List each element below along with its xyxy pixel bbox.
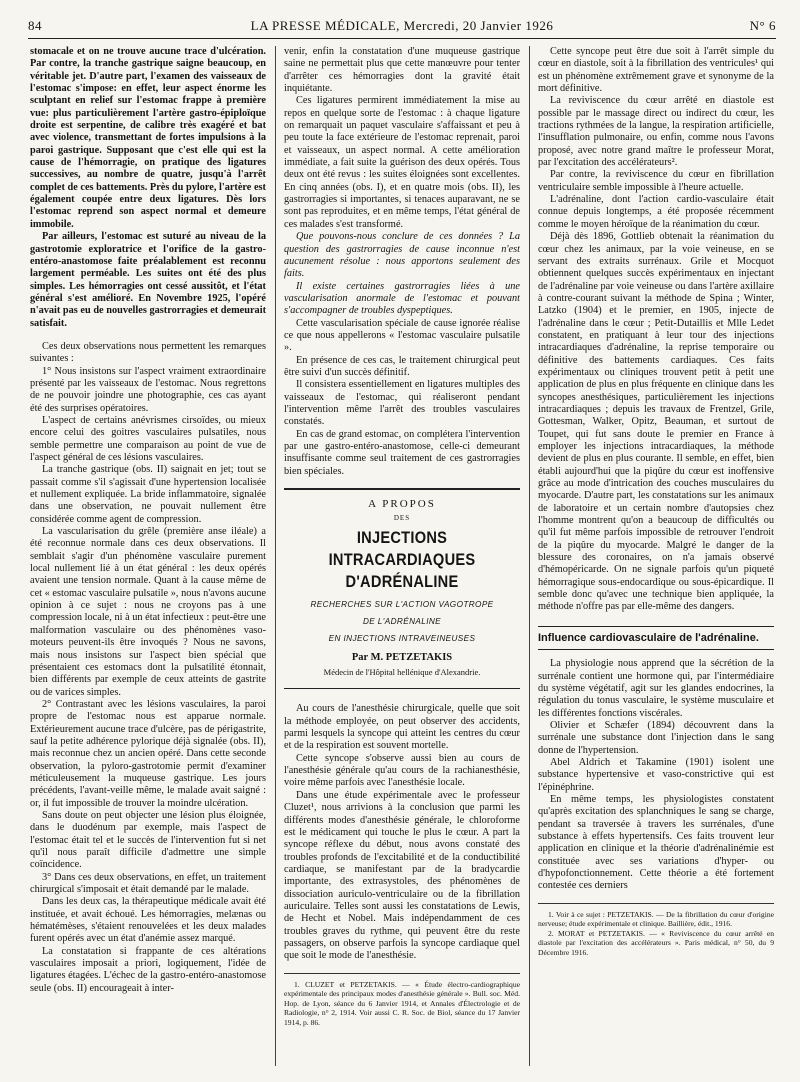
paragraph: Ces ligatures permirent immédiatement la mise au repos en quelque sorte de l'estomac : à chaque ligature on remarquait un paquet vasculaire s'affaissant et peu à peu toute la face extérieure de l'estomac reprenait, paroi et vaisseaux, un aspect normal. A cette amélioration immédiate, a fait suite la guérison des deux opérés. Tous deux ont été revus : les suites éloignées sont excellentes. En cinq années (obs. I), et en quatre mois (obs. II), les gastrorragies si importantes, si tenaces auparavant, ne se sont pas reproduites, et en même temps, l'état général de ces malades s'est transformé. (284, 95, 520, 230)
paragraph: La physiologie nous apprend que la sécrétion de la surrénale contient une hormone qui, par l'intermédiaire du système végétatif, agit sur les glandes endocrines, la régulation du tonus vasculaire, le système musculaire et les différentes fonctions viscérales. (538, 658, 774, 719)
paragraph: 3° Dans ces deux observations, en effet, un traitement chirurgical s'imposait et était demandé par le malade. (30, 871, 266, 896)
paragraph: Que pouvons-nous conclure de ces données ? La question des gastrorragies de cause inconnue n'est aucunement résolue : nous apportons seulement des faits. (284, 231, 520, 280)
article-author: Par M. PETZETAKIS (351, 651, 453, 663)
column-3 (538, 46, 774, 1066)
paragraph: L'aspect de certains anévrismes cirsoïdes, ou mieux encore celui des goitres vasculaires pulsatiles, nous semble permettre une comparaison au point de vue de l'aspect général de ces lésions vasculaires. (30, 414, 266, 463)
article-subtitle: DE L'ADRÉNALINE (362, 616, 442, 626)
article-heading (284, 488, 520, 689)
paragraph: Cette syncope s'observe aussi bien au cours de l'anesthésie générale qu'au cours de la rachianesthésie, voire même parfois avec l'anesthésie locale. (284, 752, 520, 789)
paragraph: La vascularisation du grêle (première anse iléale) a été reconnue normale dans ces deux observations. Il semblait s'agir d'un phénomène vasculaire purement local nullement lié à un état général : les deux opérés avaient une tension normale. Quant à la cause même de cet « estomac vasculaire pulsatile », nous n'avons aucune opinion à ce sujet : nous ne croyons pas à une compression locale, ni à un état infectieux : peut-être une malformation vasculaire ou des phénomènes vaso-moteurs peuvent-ils être invoqués ? Nous ne savons, mais nous insistons sur l'aspect bien spécial que présentaient ces estomacs dont la pulsatilité étonnait, bien différents par exemple de ceux atteints de gastrite ou de varices simples. (30, 526, 266, 698)
paragraph: Au cours de l'anesthésie chirurgicale, quelle que soit la méthode employée, on peut observer des accidents, parmi lesquels la syncope qui atteint les centres du cœur et de la respiration est souvent mortelle. (284, 703, 520, 752)
column-2 (284, 46, 520, 1066)
footnotes (538, 903, 774, 958)
paragraph: Dans les deux cas, la thérapeutique médicale avait été instituée, et avait échoué. Les hémorragies, melænas ou hématémèses, s'étaient renouvelées et les deux malades furent opérés avec un état d'anémie assez marqué. (30, 896, 266, 945)
article-subtitle: EN INJECTIONS INTRAVEINEUSES (328, 633, 476, 643)
paragraph: Dans une étude expérimentale avec le professeur Cluzet¹, nous arrivions à la conclusion que parmi les différents modes d'anesthésie générale, le chloroforme est le médicament qui touche le plus le cœur. A part la syncope réflexe du début, nous avons constaté des troubles profonds de l'excitabilité et de la conductibilité cardiaque, se manifestant par de la bradycardie importante, des extrasystoles, des phénomènes de dissociation auriculo-ventriculaire ou de la fibrillation auriculaire. Telles sont aussi les constatations de Lewis, de Hecht et Nobel. Mais indépendamment de ces troubles graves du rythme, qui peuvent être du reste passagers, on observe parfois la syncope cardiaque quel que soit le mode de l'anesthésie. (284, 789, 520, 962)
paragraph: La reviviscence du cœur arrêté en diastole est possible par le massage direct ou indirect du cœur, les tractions rythmées de la langue, la respiration artificielle, l'insufflation pulmonaire, ou enfin, comme nous l'avons proposé, avec notre grand maître le professeur Morat, par l'excitation des accélérateurs². (538, 95, 774, 169)
paragraph: Par contre, la reviviscence du cœur en fibrillation ventriculaire semble impossible à l'heure actuelle. (538, 169, 774, 193)
article-title-line-1: INJECTIONS INTRACARDIAQUES (328, 527, 476, 569)
footnote: 2. MORAT et PETZETAKIS. — « Reviviscence du cœur arrêté en diastole par l'excitation des accélérateurs ». Paris médical, n° 50, du 9 Décembre 1916. (538, 928, 774, 958)
paragraph: Sans doute on peut objecter une lésion plus éloignée, dans le duodénum par exemple, mais l'aspect de l'estomac était tel et le succès de l'intervention fut si net qu'il nous paraît difficile d'admettre une simple coïncidence. (30, 809, 266, 871)
paragraph: L'adrénaline, dont l'action cardio-vasculaire était connue depuis longtemps, a été proposée récemment comme le moyen héroïque de la réanimation du cœur. (538, 194, 774, 230)
paragraph: En cas de grand estomac, on complétera l'intervention par une gastro-entéro-anastomose, celle-ci demeurant insuffisante comme seul traitement de ces gastrorragies bien spéciales. (284, 428, 520, 477)
paragraph: Abel Aldrich et Takamine (1901) isolent une substance hypertensive et vaso-constrictive qui est l'épinéphrine. (538, 756, 774, 793)
footnote: 1. CLUZET et PETZETAKIS. — « Étude électro-cardiographique expérimentale des principaux modes d'anesthésie générale ». Bull. soc. Méd. Hop. de Lyon, séance du 6 Janvier 1914, et Annales d'Électrologie et de Radiologie, n° 2, 1914. Voir aussi C. R. Soc. de Biol, séance du 17 Janvier 1914, p. 86. (284, 979, 520, 1027)
issue-number: N° 6 (749, 18, 776, 33)
column-1 (30, 46, 266, 1066)
paragraph: Déjà dès 1896, Gottlieb obtenait la réanimation du cœur chez les animaux, par la voie veineuse, en se servant des extraits surrénaux. Grile et Mocquot obtiennent quelques succès expérimentaux en injectant de l'adrénaline par voie veineuse ou dans l'artère axillaire à contre-courant suivant la méthode de Spina ; Winter, Latzko (1904) et le premier, en 1905, injecte de l'adrénaline dans le cœur ; Petit-Dutaillis et Mlle Ledet constatent, en pratiquant à leur tour des injections intracardiaques d'adrénaline, la reprise temporaire ou définitive des battements cardiaques. Ces faits expérimentaux ou cliniques trouvent petit à petit une application de plus en plus fréquente en clinique dans les syncopes anesthésiques, particulièrement les injections intracardiaques ; depuis les travaux de Frentzel, Grile, Gottesman, Walker, Opitz, Beauman, et surtout de Toupet, qui fut sans doute le premier en France à employer les injections intracardiaques, la méthode devient de plus en plus courante. Il semble, en effet, bien établi aujourd'hui que la piqûre du cœur est inoffensive grâce au mode d'intrication des couches musculaires du myocarde. D'autre part, les constatations sur les animaux de laboratoire et un certain nombre d'autopsies chez l'homme montrent qu'on a beaucoup de difficultés ou qu'il fut même parfois impossible de retrouver l'endroit de la piqûre du myocarde. Malgré le danger de la blessure des coronaires, on n'a jamais observé d'hémopéricarde. On ne signale parfois qu'un piqueté hémorragique sous-endocardique ou sous-épicardique. Il semble donc qu'avec une technique bien appliquée, la méthode n'offre pas par elle-même des dangers. (538, 231, 774, 613)
paragraph: Ces deux observations nous permettent les remarques suivantes : (30, 340, 266, 365)
article-subtitle: RECHERCHES SUR L'ACTION VAGOTROPE (310, 599, 494, 609)
article-des: DES (393, 514, 411, 523)
header-rule (28, 38, 776, 39)
paragraph: La tranche gastrique (obs. II) saignait en jet; tout se passait comme s'il s'agissait d'une hypertension localisée et nullement expliquée. La bride inflammatoire, signalée dans une observation, ne pouvait nullement être considérée comme agent de compression. (30, 464, 266, 525)
paragraph: venir, enfin la constatation d'une muqueuse gastrique saine ne permettait plus que cette manœuvre pour tenter d'arrêter ces hémorragies dont la gravité était inquiétante. (284, 46, 520, 95)
paragraph: Il existe certaines gastrorragies liées à une vascularisation anormale de l'estomac et pouvant s'accompagner de troubles dyspeptiques. (284, 280, 520, 317)
author-affiliation: Médecin de l'Hôpital hellénique d'Alexandrie. (323, 667, 481, 678)
paragraph: En présence de ces cas, le traitement chirurgical peut être suivi d'un succès définitif. (284, 354, 520, 378)
bold-paragraph: stomacale et on ne trouve aucune trace d'ulcération. Par contre, la tranche gastrique saigne beaucoup, en véritable jet. D'autre part, l'examen des vaisseaux de l'estomac s'impose: en effet, leur aspect énorme les sculptant en relief sur l'estomac frappe à première vue: plus particulièrement l'artère gastro-épiploïque droite est serpentine, de calibre très exagéré et bat avec violence, transmettant de fortes impulsions à la paroi gastrique. Supposant que c'est elle qui est la cause de l'hémorragie, on pratique des ligatures successives, au nombre de quatre, jusqu'à l'arrêt complet de ces battements. Près du pylore, l'artère est également coupée entre deux ligatures. Dès lors l'estomac reprend son aspect normal et demeure immobile. (30, 46, 266, 230)
article-title-line-2: D'ADRÉNALINE (345, 571, 459, 591)
section-title: Influence cardiovasculaire de l'adrénaline. (538, 626, 774, 650)
footnotes (284, 973, 520, 1028)
paragraph: La constatation si frappante de ces altérations vasculaires imposait a priori, logiquement, l'idée de ligatures étagées. L'échec de la gastro-entéro-anastomose seule (obs. II) encourageait à inter- (30, 945, 266, 994)
footnote: 1. Voir à ce sujet : PETZETAKIS. — De la fibrillation du cœur d'origine nerveuse; étude expérimentale et clinique. Baillière, édit., 1916. (538, 909, 774, 929)
paragraph: Il consistera essentiellement en ligatures multiples des vaisseaux de l'estomac, qui réaliseront pendant l'intervention même l'arrêt des troubles vasculaires constatés. (284, 379, 520, 428)
column-divider (529, 46, 530, 1066)
paragraph: En même temps, les physiologistes constatent qu'après excitation des splanchniques le sang se charge, pendant sa traversée à travers les surrénales, d'une substance à effets hypertensifs. Ces faits trouvent leur application en clinique et la théorie d'adrénalinémie est constituée avec ses variations d'hyper- ou d'hypofonctionnement. Cette théorie a été fortement contestée ces derniers (538, 793, 774, 892)
article-kicker: A PROPOS (368, 498, 436, 511)
paragraph: Olivier et Schæfer (1894) découvrent dans la surrénale une substance dont l'injection dans le sang donne de l'hypertension. (538, 719, 774, 756)
journal-title: LA PRESSE MÉDICALE, Mercredi, 20 Janvier 1926 (250, 18, 554, 33)
column-divider (275, 46, 276, 1066)
bold-paragraph: Par ailleurs, l'estomac est suturé au niveau de la gastrotomie exploratrice et l'orifice de la gastro-entéro-anastomose faite préalablement est reconnu largement perméable. Les suites ont été des plus simples. Les hémorragies ont cessé aussitôt, et l'état général s'est amélioré. En Novembre 1925, l'opéré n'avait pas eu de nouvelles gastrorragies et demeurait satisfait. (30, 231, 266, 329)
paragraph: Cette syncope peut être due soit à l'arrêt simple du cœur en diastole, soit à la fibrillation des ventricules¹ qui est un phénomène extrêmement grave et synonyme de la mort définitive. (538, 46, 774, 95)
page-number: 84 (28, 18, 42, 33)
paragraph: 2° Contrastant avec les lésions vasculaires, la paroi propre de l'estomac nous est apparue normale. Extérieurement aucune trace d'ulcère, pas de périgastrite, sauf la petite adhérence pylorique déjà signalée (obs. II), mais reconnue chez un ancien opéré. Dans cette seconde observation, la pyloro-gastrotomie permit d'examiner méticuleusement la muqueuse gastrique. Les jours précédents, l'avant-veille même, le malade avait saigné : or, il fut impossible de trouver la moindre ulcération. (30, 698, 266, 809)
paragraph: Cette vascularisation spéciale de cause ignorée réalise ce que nous appellerons « l'estomac vasculaire pulsatile ». (284, 317, 520, 354)
paragraph: 1° Nous insistons sur l'aspect vraiment extraordinaire présenté par les vaisseaux de l'estomac. Nous regrettons de ne pouvoir joindre une photographie, ces cas ayant été des surprises opératoires. (30, 365, 266, 414)
running-header (28, 18, 776, 36)
